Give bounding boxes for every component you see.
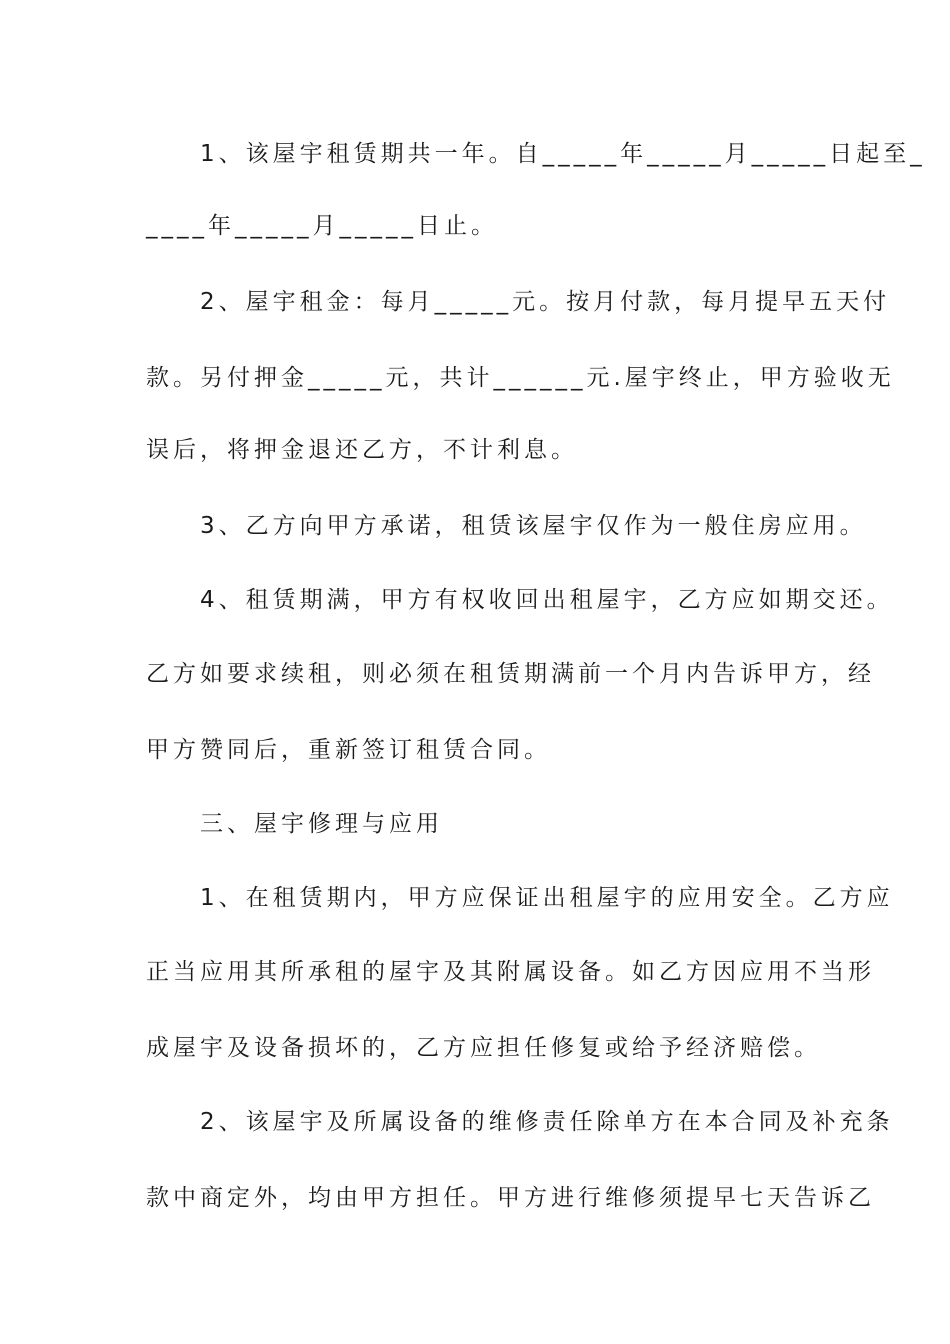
text-line: 2、该屋宇及所属设备的维修责任除单方在本合同及补充条 <box>146 1109 894 1135</box>
text-line: 1、该屋宇租赁期共一年。自_____年_____月_____日起至_ <box>146 141 926 167</box>
text-line: 3、乙方向甲方承诺，租赁该屋宇仅作为一般住房应用。 <box>146 513 867 539</box>
text-line: ____年_____月_____日止。 <box>146 213 498 239</box>
text-line: 4、租赁期满，甲方有权收回出租屋宇，乙方应如期交还。 <box>146 587 894 613</box>
text-line: 款中商定外，均由甲方担任。甲方进行维修须提早七天告诉乙 <box>146 1185 875 1211</box>
text-line: 甲方赞同后，重新签订租赁合同。 <box>146 737 551 763</box>
text-line: 1、在租赁期内，甲方应保证出租屋宇的应用安全。乙方应 <box>146 885 894 911</box>
section-heading: 三、屋宇修理与应用 <box>146 811 443 837</box>
text-line: 乙方如要求续租，则必须在租赁期满前一个月内告诉甲方，经 <box>146 661 875 687</box>
text-line: 款。另付押金_____元，共计______元.屋宇终止，甲方验收无 <box>146 365 895 391</box>
text-line: 误后，将押金退还乙方，不计利息。 <box>146 437 578 463</box>
text-line: 2、屋宇租金：每月_____元。按月付款，每月提早五天付 <box>146 289 891 315</box>
text-line: 正当应用其所承租的屋宇及其附属设备。如乙方因应用不当形 <box>146 959 875 985</box>
text-line: 成屋宇及设备损坏的，乙方应担任修复或给予经济赔偿。 <box>146 1035 821 1061</box>
